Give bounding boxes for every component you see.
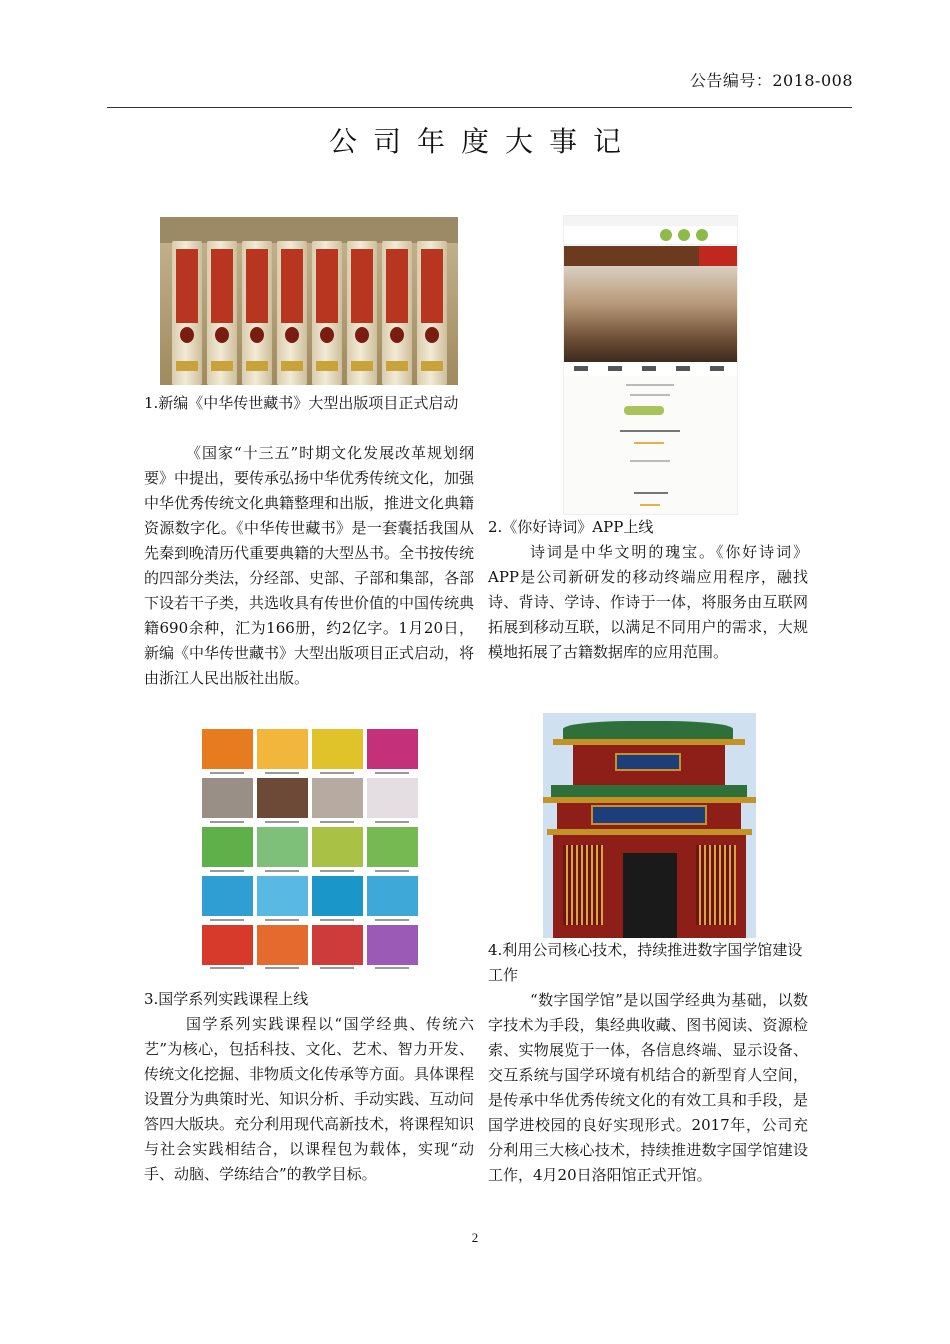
- section-2-title: 2.《你好诗词》APP上线: [488, 518, 654, 536]
- page-number: 2: [471, 1230, 479, 1245]
- section-2-body: 诗词是中华文明的瑰宝。《你好诗词》APP是公司新研发的移动终端应用程序，融找诗、背诗、学诗、作诗于一体，将服务由互联网拓展到移动互联，以满足不同用户的需求，大规模地拓展了古籍数据库的应用范围。: [488, 543, 808, 661]
- section-4-title: 4.利用公司核心技术，持续推进数字国学馆建设工作: [488, 941, 803, 984]
- course-grid-image: [202, 729, 419, 970]
- page-title: 公司年度大事记: [328, 125, 637, 158]
- section-3-title: 3.国学系列实践课程上线: [144, 990, 309, 1008]
- header-divider: [107, 107, 852, 108]
- section-4-body: “数字国学馆”是以国学经典为基础，以数字技术为手段，集经典收藏、图书阅读、资源检索、实物展览于一体，各信息终端、显示设备、交互系统与国学环境有机结合的新型育人空间，是传承中华优秀传统文化的有效工具和手段，是国学进校园的良好实现形式。2017年，公司充分利用三大核心技术，持续推进数字国学馆建设工作，4月20日洛阳馆正式开馆。: [488, 991, 808, 1184]
- books-photo: [160, 217, 458, 385]
- announcement-number: 公告编号：2018-008: [689, 71, 853, 90]
- section-3-body: 国学系列实践课程以“国学经典、传统六艺”为核心，包括科技、文化、艺术、智力开发、传统文化挖掘、非物质文化传承等方面。具体课程设置分为典策时光、知识分析、手动实践、互动问答四大版块。充分利用现代高新技术，将课程知识与社会实践相结合，以课程包为载体，实现“动手、动脑、学练结合”的教学目标。: [144, 1015, 475, 1183]
- section-1-body: 《国家“十三五”时期文化发展改革规划纲要》中提出，要传承弘扬中华优秀传统文化，加强中华优秀传统文化典籍整理和出版，推进文化典籍资源数字化。《中华传世藏书》是一套囊括我国从先秦到晚清历代重要典籍的大型丛书。全书按传统的四部分类法，分经部、史部、子部和集部，各部下设若干子类，共选收具有传世价值的中国传统典籍690余种，汇为166册，约2亿字。1月20日，新编《中华传世藏书》大型出版项目正式启动，将由浙江人民出版社出版。: [144, 444, 475, 687]
- app-screenshot: [563, 215, 738, 515]
- building-photo: [543, 713, 756, 938]
- section-1-title: 1.新编《中华传世藏书》大型出版项目正式启动: [144, 394, 459, 412]
